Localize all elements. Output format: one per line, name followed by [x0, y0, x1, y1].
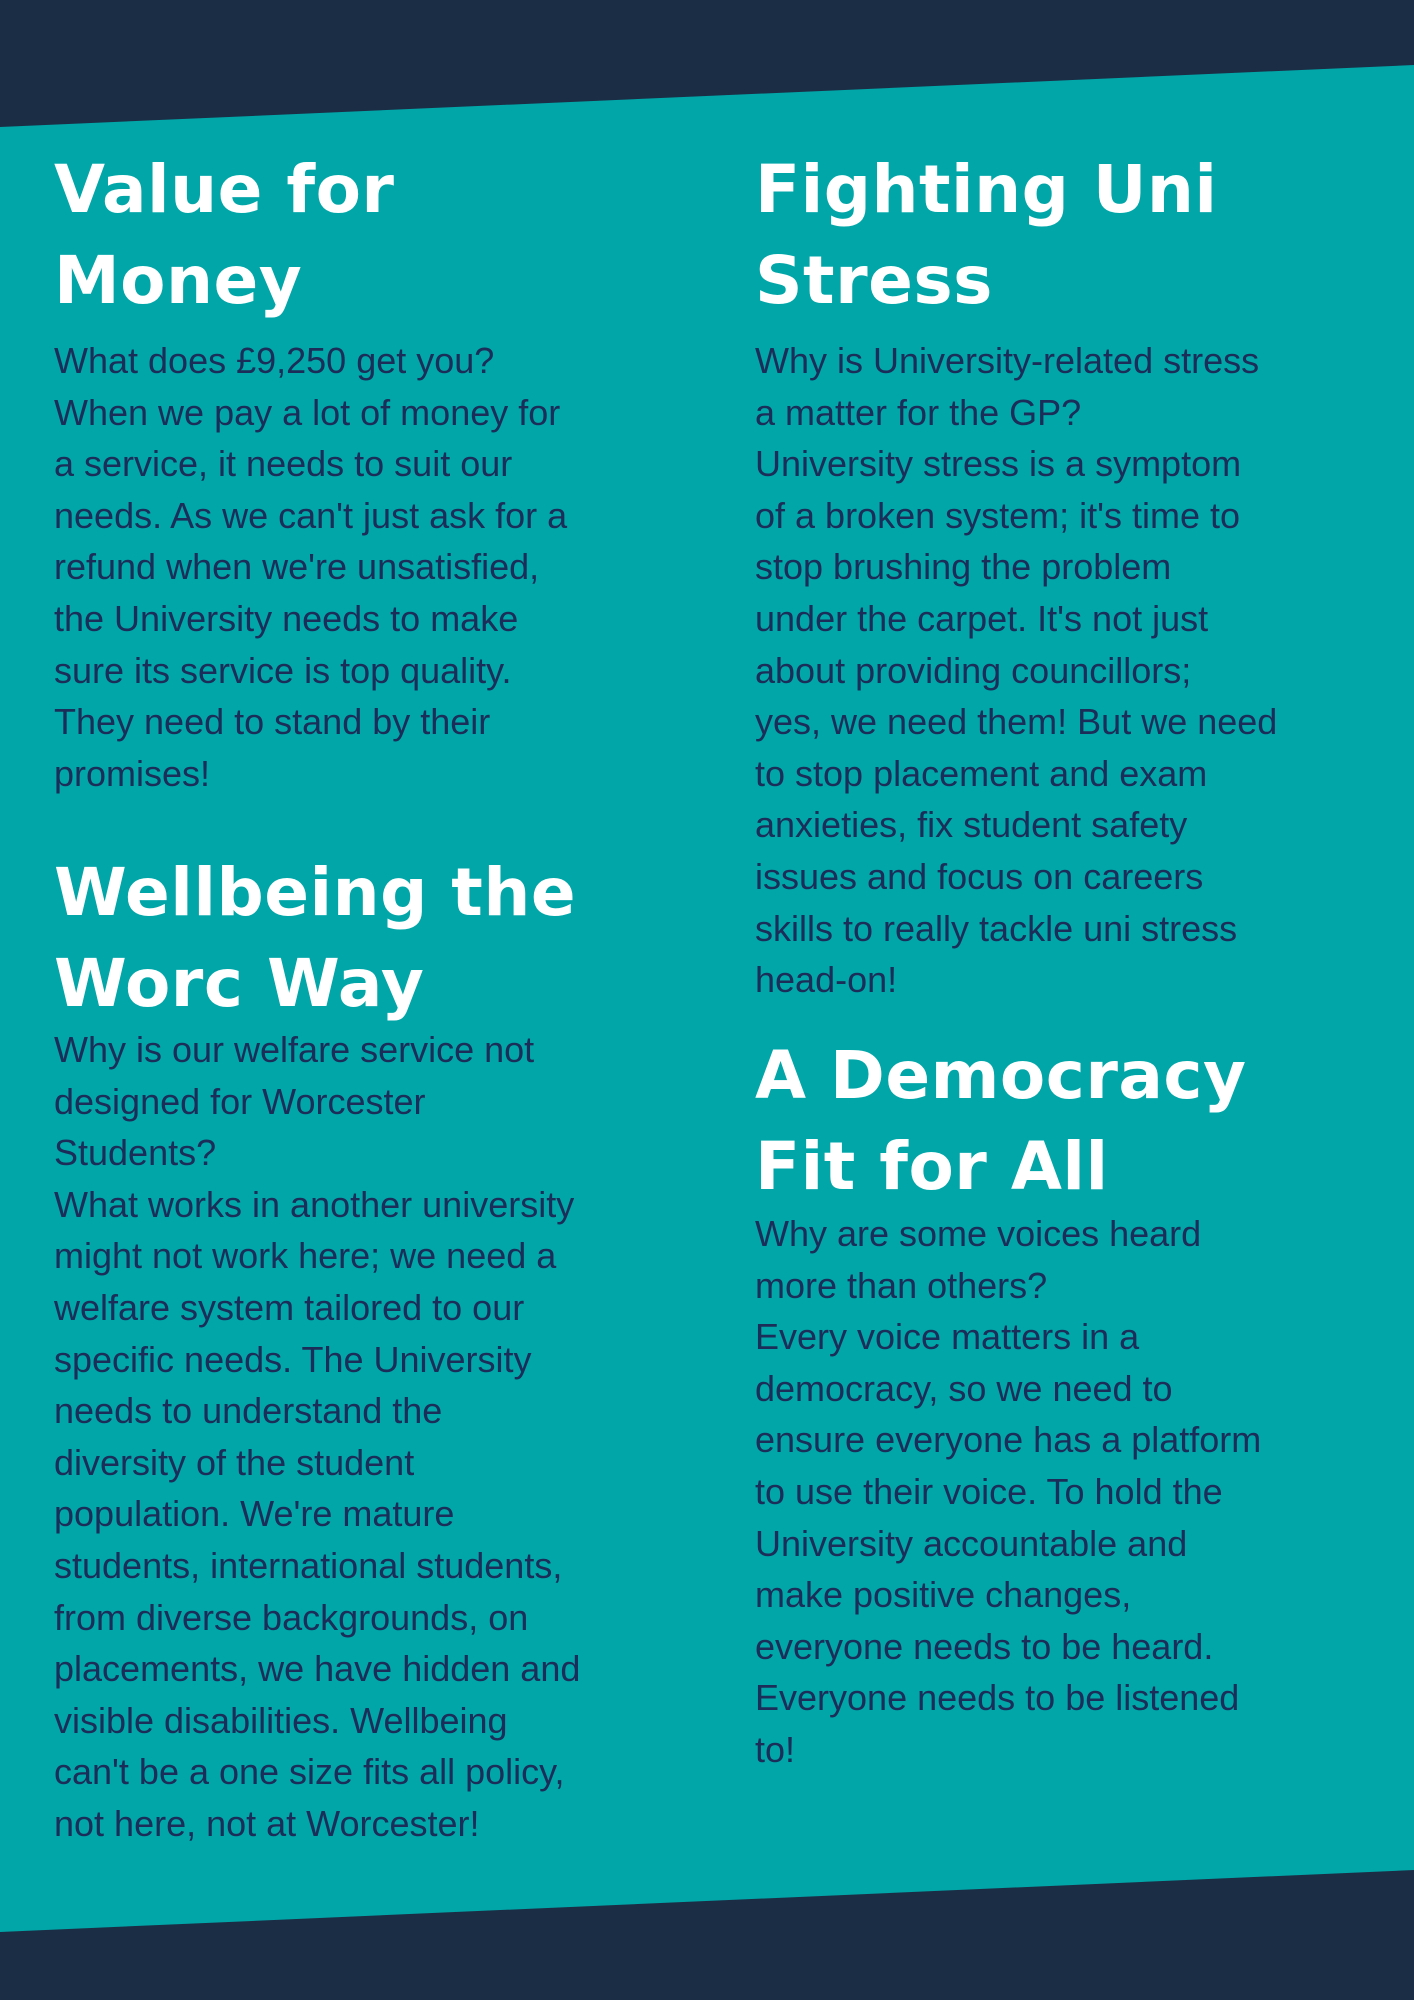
body-line: Why is University-related stress [755, 340, 1260, 381]
body-line: When we pay a lot of money for [54, 391, 561, 433]
body-line: specific needs. The University [54, 1338, 532, 1380]
body-line: anxieties, fix student safety [755, 804, 1188, 846]
body-line: welfare system tailored to our [54, 1286, 525, 1328]
body-line: ensure everyone has a platform [755, 1419, 1262, 1461]
body-line: needs to understand the [54, 1390, 443, 1432]
body-line: skills to really tackle uni stress [755, 907, 1238, 949]
body-line: to use their voice. To hold the [755, 1470, 1223, 1512]
body-line: visible disabilities. Wellbeing [54, 1699, 508, 1741]
body-line: They need to stand by their [54, 701, 491, 743]
section-body-fighting-uni-stress [755, 335, 1277, 1006]
body-line: needs. As we can't just ask for a [54, 494, 568, 536]
heading-line: Value for [54, 151, 395, 228]
section-heading-fighting-uni-stress [755, 144, 1218, 326]
body-line: of a broken system; it's time to [755, 494, 1241, 536]
body-line: What does £9,250 get you? [54, 340, 495, 381]
body-line: to! [755, 1728, 796, 1770]
body-line: about providing councillors; [755, 649, 1192, 691]
body-line: from diverse backgrounds, on [54, 1596, 529, 1638]
body-line: refund when we're unsatisfied, [54, 546, 540, 588]
body-line: designed for Worcester [54, 1080, 426, 1122]
heading-line: A Democracy [755, 1037, 1247, 1114]
heading-line: Wellbeing the [54, 854, 577, 931]
body-line: more than others? [755, 1264, 1048, 1306]
section-body-democracy [755, 1208, 1261, 1776]
heading-line: Fighting Uni [755, 151, 1218, 228]
heading-line: Fit for All [755, 1128, 1109, 1205]
body-line: stop brushing the problem [755, 546, 1172, 588]
body-line: everyone needs to be heard. [755, 1625, 1214, 1667]
body-line: yes, we need them! But we need [755, 701, 1278, 743]
body-line: democracy, so we need to [755, 1367, 1173, 1409]
body-line: can't be a one size fits all policy, [54, 1751, 565, 1793]
body-line: promises! [54, 752, 211, 794]
body-line: University accountable and [755, 1522, 1188, 1564]
body-line: diversity of the student [54, 1441, 415, 1483]
heading-line: Stress [755, 242, 993, 319]
body-line: make positive changes, [755, 1574, 1132, 1616]
body-line: sure its service is top quality. [54, 649, 512, 691]
body-line: to stop placement and exam [755, 752, 1208, 794]
section-heading-value-for-money [54, 144, 394, 326]
section-body-value-for-money [54, 335, 567, 799]
body-line: Everyone needs to be listened [755, 1677, 1240, 1719]
body-line: not here, not at Worcester! [54, 1802, 480, 1844]
body-line: What works in another university [54, 1183, 575, 1225]
body-line: the University needs to make [54, 597, 519, 639]
heading-line: Money [54, 242, 303, 319]
body-line: issues and focus on careers [755, 855, 1204, 897]
section-body-wellbeing [54, 1024, 580, 1850]
body-line: Why are some voices heard [755, 1213, 1202, 1254]
body-line: might not work here; we need a [54, 1235, 557, 1277]
heading-line: Worc Way [54, 945, 425, 1022]
body-line: head-on! [755, 959, 898, 1001]
body-line: placements, we have hidden and [54, 1648, 581, 1690]
body-line: students, international students, [54, 1544, 563, 1586]
body-line: Every voice matters in a [755, 1316, 1140, 1358]
body-line: Why is our welfare service not [54, 1029, 535, 1070]
body-line: a matter for the GP? [755, 391, 1082, 433]
section-heading-democracy [755, 1030, 1247, 1212]
body-line: under the carpet. It's not just [755, 597, 1209, 639]
body-line: Students? [54, 1132, 217, 1174]
body-line: a service, it needs to suit our [54, 443, 513, 485]
body-line: population. We're mature [54, 1493, 455, 1535]
body-line: University stress is a symptom [755, 443, 1242, 485]
section-heading-wellbeing [54, 847, 576, 1029]
